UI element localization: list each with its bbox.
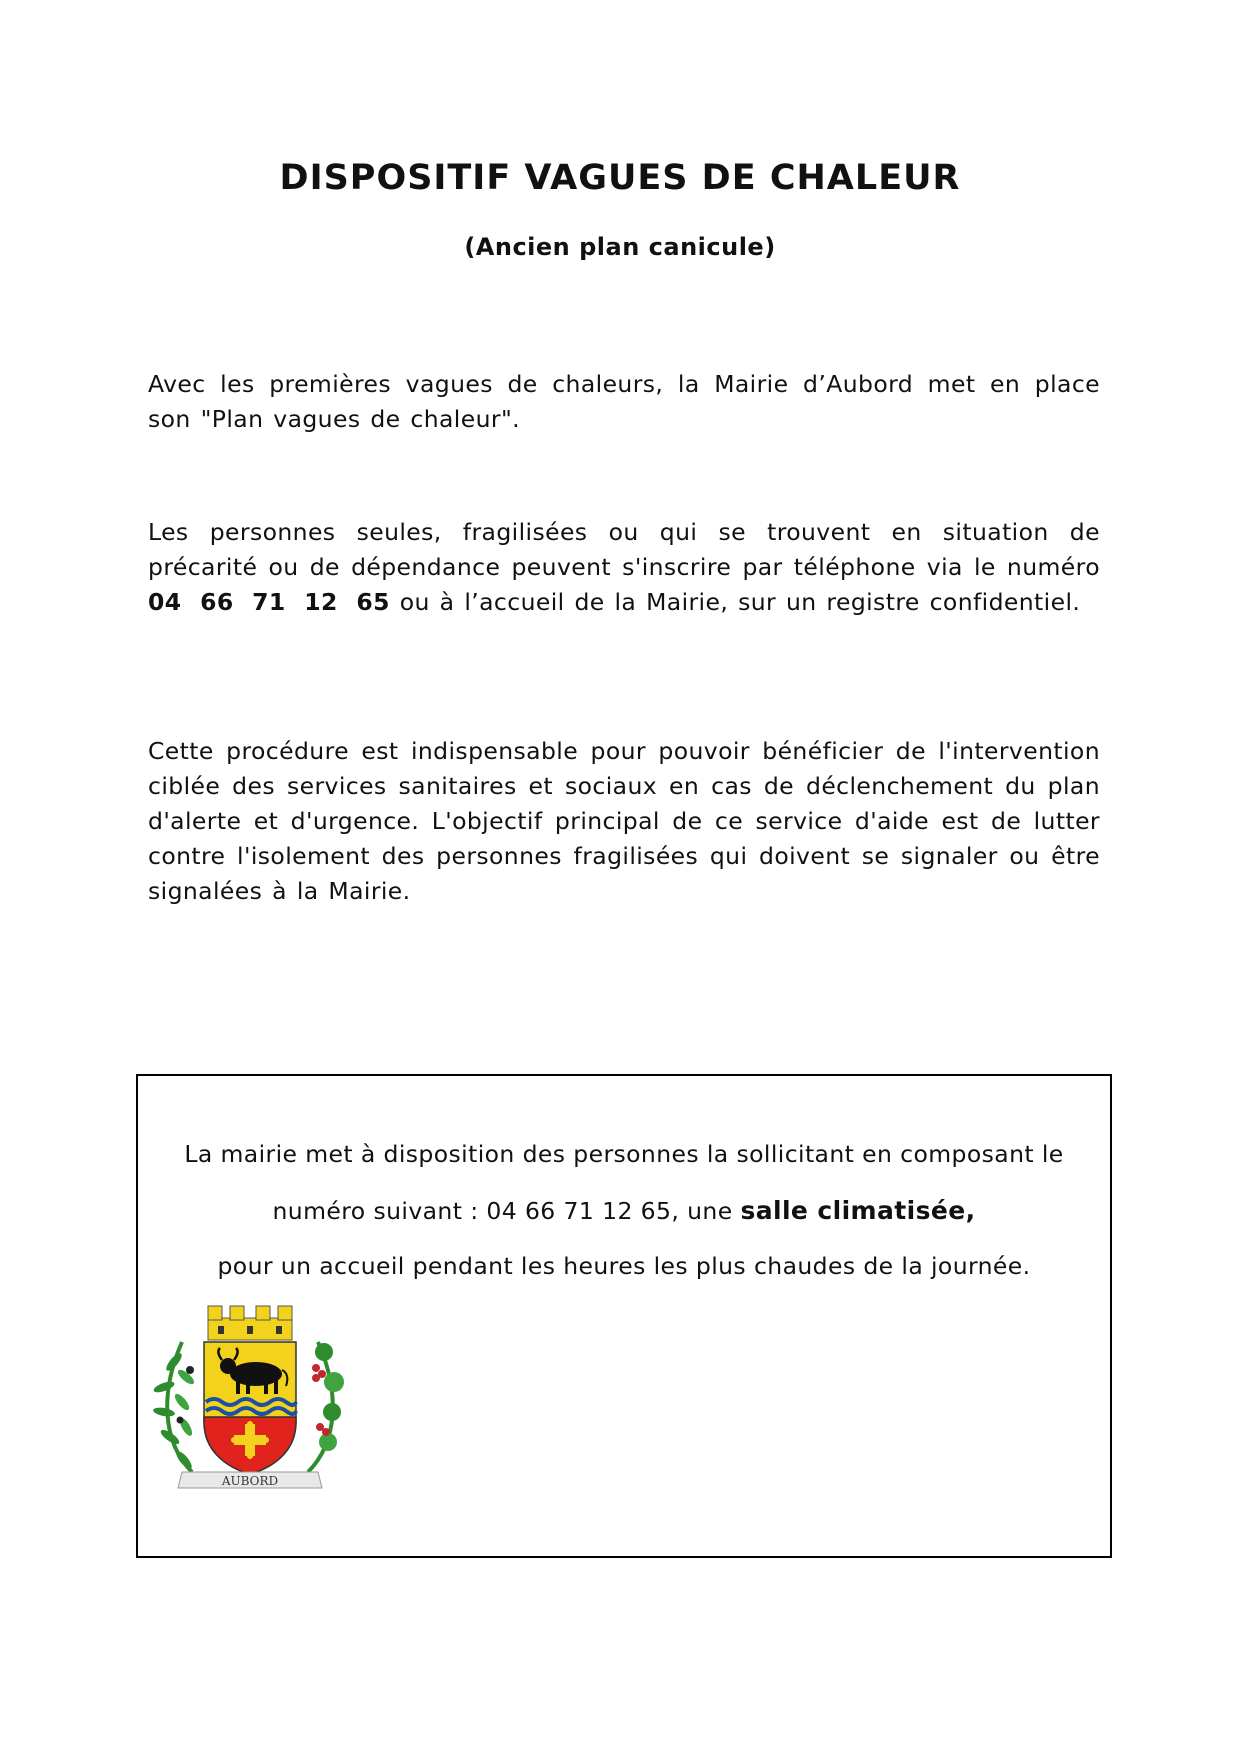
registration-text-before: Les personnes seules, fragilisées ou qui se trouvent en situation de précarité ou de dépendance peuvent s'inscrire par téléphone via le numéro [148, 517, 1100, 581]
notice-line-2-text: numéro suivant : 04 66 71 12 65, une [272, 1197, 741, 1225]
grape-vine-icon [308, 1342, 344, 1472]
document-subtitle: (Ancien plan canicule) [464, 233, 776, 261]
notice-box [136, 1074, 1112, 1558]
registration-text-after: ou à l’accueil de la Mairie, sur un registre confidentiel. [389, 587, 1081, 616]
crest-town-label: AUBORD [221, 1474, 279, 1488]
registration-paragraph [148, 515, 1100, 620]
mural-crown-icon [208, 1306, 292, 1340]
registration-phone-number: 04 66 71 12 65 [148, 587, 390, 616]
air-conditioned-room: salle climatisée, [740, 1196, 976, 1225]
notice-line-3: pour un accueil pendant les heures les plus chaudes de la journée. [217, 1252, 1031, 1280]
procedure-paragraph: Cette procédure est indispensable pour pouvoir bénéficier de l'intervention ciblée des services sanitaires et sociaux en cas de déclenchement du plan d'alerte et d'urgence. L'objectif principal de ce service d'aide est de lutter contre l'isolement des personnes fragilisées qui doivent se signaler ou être signalées à la Mairie. [148, 736, 1100, 905]
aubord-coat-of-arms-logo [152, 1302, 348, 1492]
notice-line-2 [138, 1196, 1110, 1225]
ribbon-banner [178, 1472, 322, 1488]
intro-paragraph: Avec les premières vagues de chaleurs, la Mairie d’Aubord met en place son "Plan vagues de chaleur". [148, 369, 1100, 433]
olive-branch-icon [152, 1342, 196, 1472]
document-title: DISPOSITIF VAGUES DE CHALEUR [279, 158, 961, 198]
notice-line-1: La mairie met à disposition des personnes la sollicitant en composant le [184, 1140, 1064, 1168]
